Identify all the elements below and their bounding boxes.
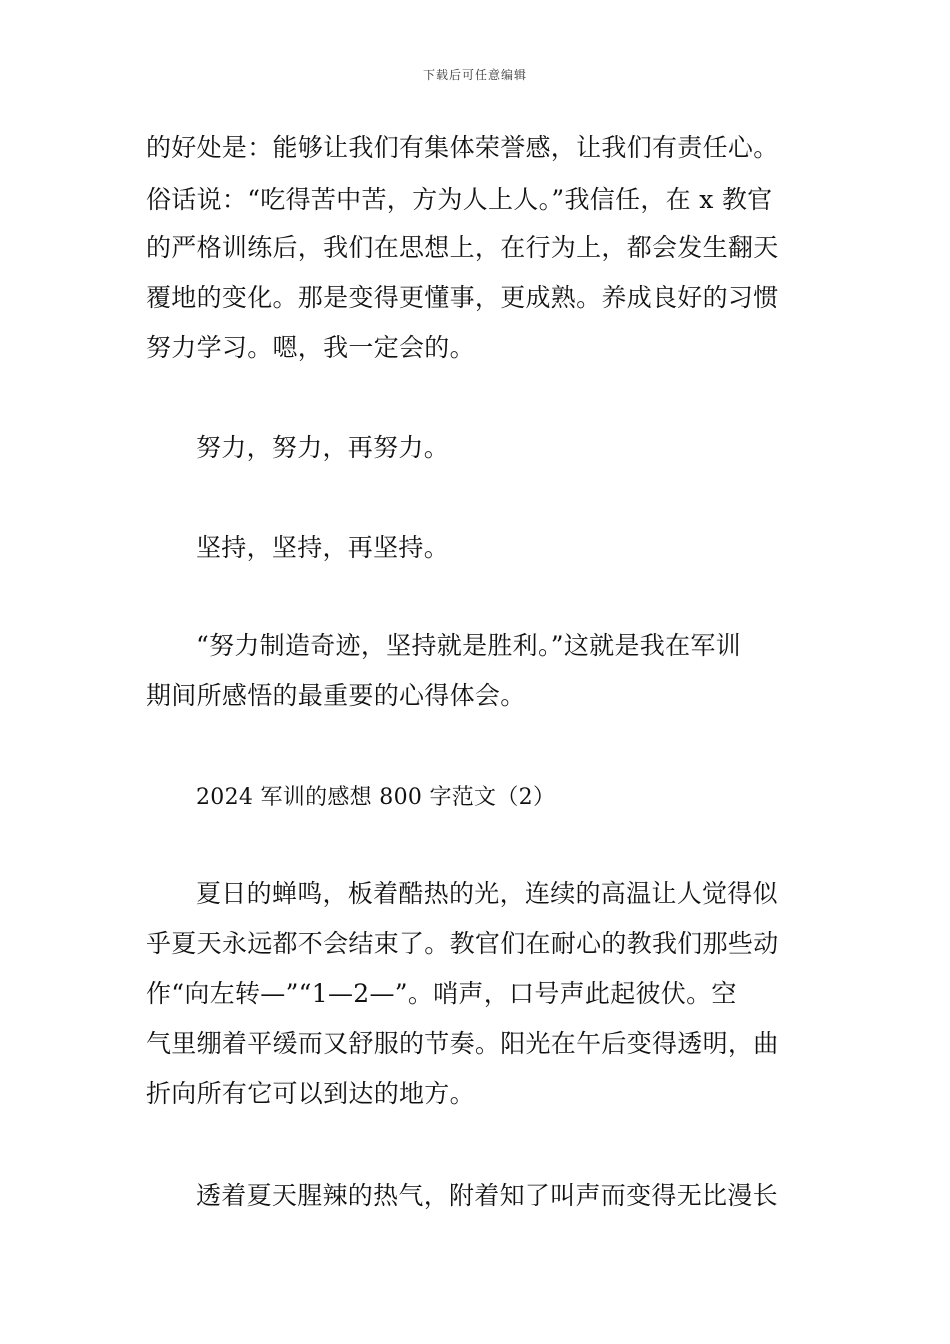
section-heading: 2024 军训的感想 800 字范文（2） [196,785,556,810]
paragraph-line: 气里绷着平缓而又舒服的节奏。阳光在午后变得透明，曲 [146,1029,779,1058]
paragraph-line: 夏日的蝉鸣，板着酷热的光，连续的高温让人觉得似 [196,879,778,908]
paragraph-line: 透着夏天腥辣的热气，附着知了叫声而变得无比漫长 [196,1181,778,1210]
page-header: 下载后可任意编辑 [422,68,527,82]
paragraph-line: 折向所有它可以到达的地方。 [146,1079,475,1108]
paragraph-line: 的好处是：能够让我们有集体荣誉感，让我们有责任心。 [146,133,779,162]
paragraph-line: 乎夏天永远都不会结束了。教官们在耐心的教我们那些动 [146,929,779,958]
paragraph-line: 作“向左转—”“1—2—”。哨声，口号声此起彼伏。空 [146,979,737,1008]
paragraph-line: 努力学习。嗯，我一定会的。 [146,333,475,362]
paragraph-line: 覆地的变化。那是变得更懂事，更成熟。养成良好的习惯 [146,283,779,312]
paragraph-line: 努力，努力，再努力。 [196,433,450,462]
paragraph-line: 期间所感悟的最重要的心得体会。 [146,681,526,710]
paragraph-line: 俗话说：“吃得苦中苦，方为人上人。”我信任，在 x 教官 [146,185,773,214]
paragraph-line: “努力制造奇迹，坚持就是胜利。”这就是我在军训 [196,631,741,660]
paragraph-line: 坚持，坚持，再坚持。 [196,533,450,562]
paragraph-line: 的严格训练后，我们在思想上，在行为上，都会发生翻天 [146,233,779,262]
